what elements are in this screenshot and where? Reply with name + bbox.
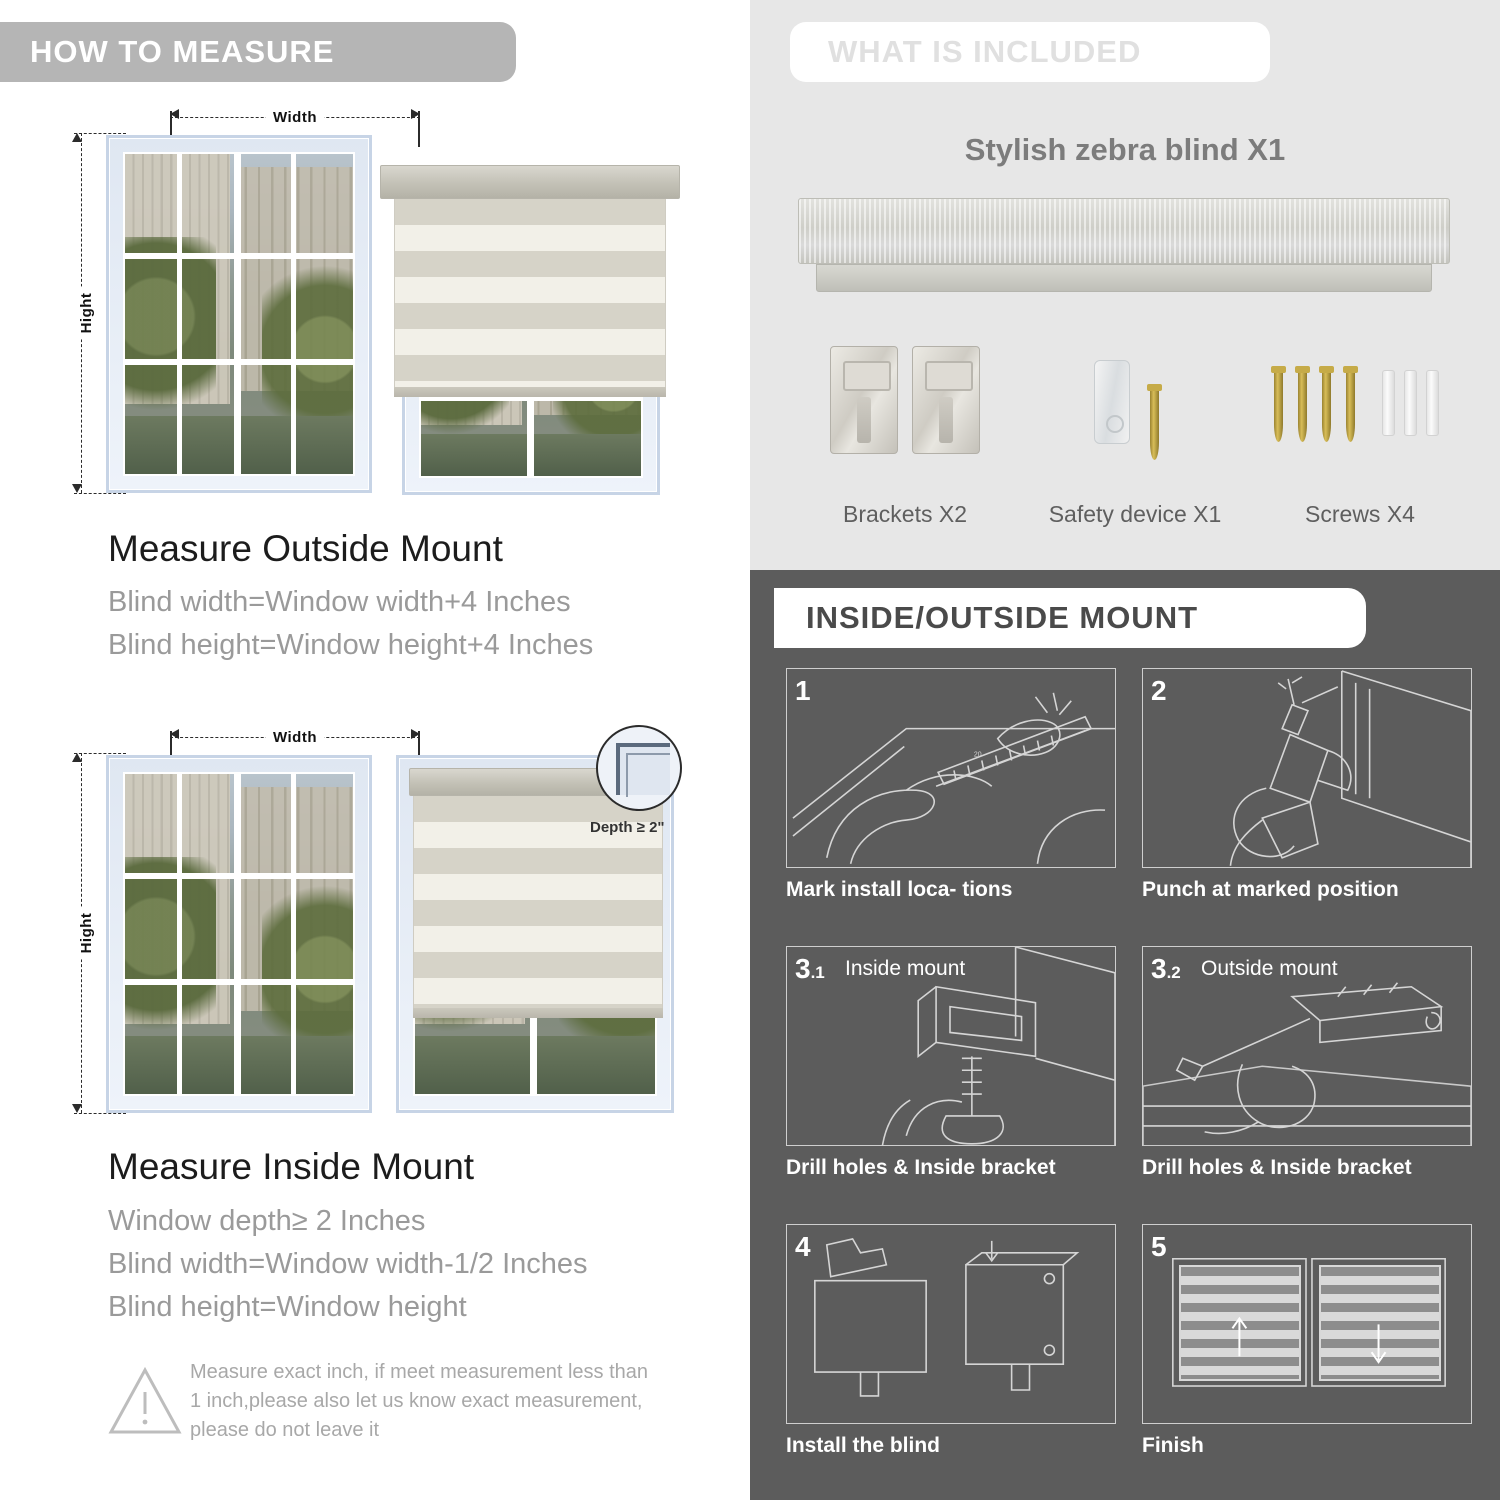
step-2-number: 2 xyxy=(1151,675,1167,706)
part-brackets-label: Brackets X2 xyxy=(843,501,967,527)
tab-inside-outside-mount: INSIDE/OUTSIDE MOUNT xyxy=(774,588,1366,648)
step-1-illustration xyxy=(786,668,1116,868)
dimension-width-label: Width xyxy=(266,729,324,746)
zebra-blind-product-image xyxy=(798,198,1450,306)
arrow-down-icon xyxy=(72,484,82,493)
step-1-caption: Mark install loca- tions xyxy=(786,878,1013,901)
step-4 xyxy=(786,1224,1116,1458)
bracket-icon xyxy=(912,346,980,454)
blind-fabric-roll xyxy=(816,264,1432,292)
part-safety-device xyxy=(1028,338,1242,528)
outside-mount-title: Measure Outside Mount xyxy=(108,528,503,569)
screw-icon xyxy=(1150,384,1159,460)
figure-inside-mount xyxy=(60,725,720,1125)
window-with-blind-outside xyxy=(380,165,680,495)
depth-callout-icon xyxy=(596,725,682,811)
what-is-included-panel xyxy=(750,0,1500,570)
inside-mount-title: Measure Inside Mount xyxy=(108,1146,475,1187)
step-5-illustration xyxy=(1142,1224,1472,1424)
blind-bottom-rail xyxy=(413,1008,663,1018)
hand-with-tape-measure-icon xyxy=(787,669,1115,868)
step-2 xyxy=(1142,668,1472,902)
step-4-number: 4 xyxy=(795,1231,811,1262)
wall-anchor-icon xyxy=(1382,370,1395,436)
tick-top xyxy=(74,133,126,134)
arrow-up-icon xyxy=(72,753,82,762)
step-1-number: 1 xyxy=(795,675,811,706)
step-2-illustration xyxy=(1142,668,1472,868)
tick-bottom xyxy=(74,493,126,494)
blind-fabric xyxy=(394,199,666,387)
step-3-1-inline-label: Inside mount xyxy=(845,957,966,980)
warning-triangle-icon xyxy=(108,1366,182,1436)
part-screws xyxy=(1250,338,1470,528)
dimension-width-outside xyxy=(170,105,420,129)
screw-icon xyxy=(1274,366,1283,442)
window-glass xyxy=(123,772,355,1096)
screw-icon xyxy=(1346,366,1355,442)
step-5-number: 5 xyxy=(1151,1231,1167,1262)
tab-how-to-measure: HOW TO MEASURE xyxy=(0,22,516,82)
window-glass xyxy=(123,152,355,476)
dimension-height-label: Hight xyxy=(78,907,95,960)
step-3-1-caption: Drill holes & Inside bracket xyxy=(786,1156,1056,1179)
arrow-down-icon xyxy=(72,1104,82,1113)
window-illustration xyxy=(106,135,372,493)
wall-anchor-icon xyxy=(1404,370,1417,436)
bracket-icon xyxy=(830,346,898,454)
zebra-blind-overlay xyxy=(380,165,680,465)
step-5-caption: Finish xyxy=(1142,1434,1204,1457)
parts-list xyxy=(790,338,1470,528)
dimension-width-inside xyxy=(170,725,420,749)
how-to-measure-panel xyxy=(0,0,736,1500)
blind-direction-arrows-icon xyxy=(1143,1225,1471,1424)
step-3-1-number: 3.1 xyxy=(795,953,825,984)
part-safety-device-label: Safety device X1 xyxy=(1048,501,1222,527)
outside-mount-line-2: Blind height=Window height+4 Inches xyxy=(108,629,594,661)
step-3-2-number: 3.2 xyxy=(1151,953,1181,984)
dimension-height-label: Hight xyxy=(78,287,95,340)
arrow-up-icon xyxy=(72,133,82,142)
dimension-height-outside xyxy=(68,133,94,493)
screw-icon xyxy=(1322,366,1331,442)
blind-bottom-rail xyxy=(394,387,666,397)
step-3-2-caption: Drill holes & Inside bracket xyxy=(1142,1156,1412,1179)
inside-mount-line-1: Window depth≥ 2 Inches xyxy=(108,1205,426,1237)
part-brackets xyxy=(790,338,1020,528)
tick-top xyxy=(74,753,126,754)
drill-icon xyxy=(1143,669,1471,868)
step-1 xyxy=(786,668,1116,902)
step-3-2-illustration xyxy=(1142,946,1472,1146)
dimension-height-inside xyxy=(68,753,94,1113)
blind-headrail xyxy=(380,165,680,199)
step-4-illustration xyxy=(786,1224,1116,1424)
installation-steps xyxy=(786,668,1472,1478)
figure-outside-mount xyxy=(60,105,720,505)
part-screws-label: Screws X4 xyxy=(1305,501,1415,527)
step-4-caption: Install the blind xyxy=(786,1434,941,1457)
depth-label: Depth ≥ 2" xyxy=(590,819,665,836)
dimension-width-label: Width xyxy=(266,109,324,126)
inside-mount-line-2: Blind width=Window width-1/2 Inches xyxy=(108,1248,588,1280)
tick-bottom xyxy=(74,1113,126,1114)
measure-note-text: Measure exact inch, if meet measurement less than 1 inch,please also let us know exact measurement, please do not leave it xyxy=(190,1361,648,1441)
svg-text:20: 20 xyxy=(973,751,982,759)
step-2-caption: Punch at marked position xyxy=(1142,878,1399,901)
step-5 xyxy=(1142,1224,1472,1458)
install-blind-icon xyxy=(787,1225,1115,1424)
window-illustration xyxy=(106,755,372,1113)
inside-mount-line-3: Blind height=Window height xyxy=(108,1291,467,1323)
step-3-2 xyxy=(1142,946,1472,1180)
tick-right xyxy=(418,111,420,147)
tab-what-is-included: WHAT IS INCLUDED xyxy=(790,22,1270,82)
outside-mount-line-1: Blind width=Window width+4 Inches xyxy=(108,586,571,618)
safety-device-icon xyxy=(1094,360,1130,444)
screw-icon xyxy=(1298,366,1307,442)
blind-headrail xyxy=(798,198,1450,264)
wall-anchor-icon xyxy=(1426,370,1439,436)
inside-outside-mount-panel xyxy=(750,570,1500,1500)
step-3-2-inline-label: Outside mount xyxy=(1201,957,1338,980)
step-3-1-illustration xyxy=(786,946,1116,1146)
product-title: Stylish zebra blind X1 xyxy=(964,132,1286,167)
step-3-1 xyxy=(786,946,1116,1180)
